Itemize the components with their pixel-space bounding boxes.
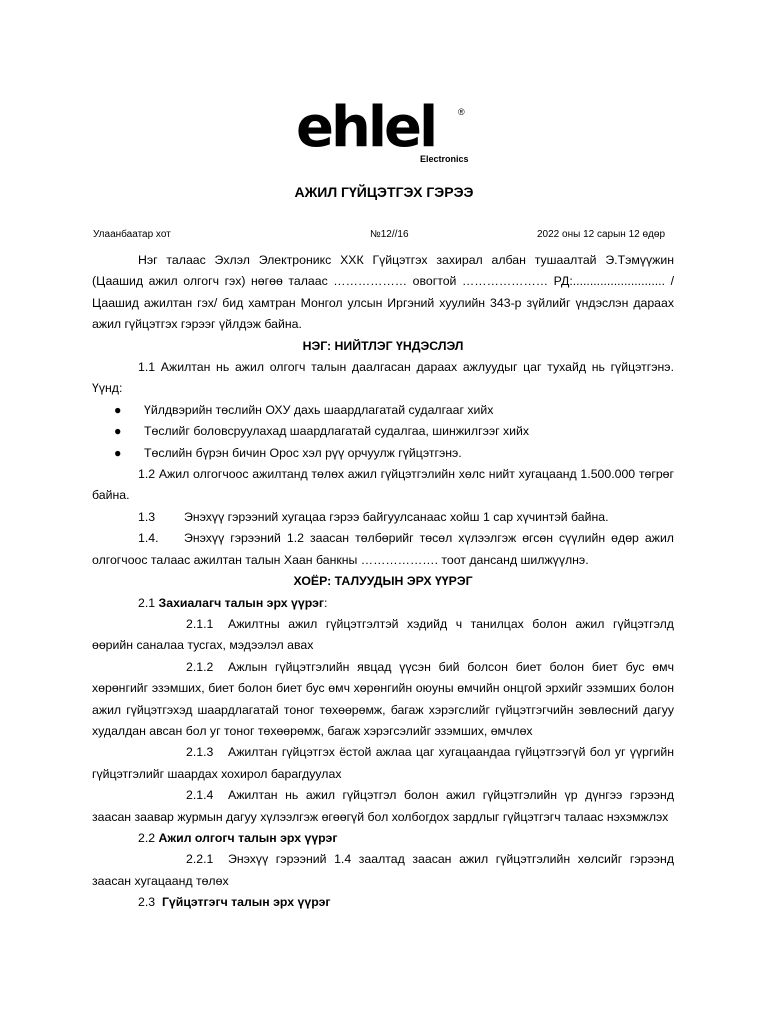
contract-date: 2022 оны 12 сарын 12 өдөр (537, 229, 666, 240)
clause-text: Энэхүү гэрээний 1.4 заалтад заасан ажил гүйцэтгэлийн хөлсийг гэрээнд заасан хугацаанд төлөх (92, 852, 674, 888)
clause-text: Энэхүү гэрээний 1.2 заасан төлбөрийг төсөл хүлээлгэж өгсөн сүүлийн өдөр ажил олгогчоос талаас ажилтан талын Хаан банкны ………………. тоот дансанд шилжүүлнэ. (92, 531, 674, 567)
clause-number: 2.1.2 (186, 659, 214, 674)
clause-1-2: 1.2 Ажил олгогчоос ажилтанд төлөх ажил гүйцэтгэлийн хөлс нийт хугацаанд 1.500.000 төгрөг байна. (92, 467, 674, 503)
heading-colon: : (324, 595, 328, 610)
bullet-item (92, 421, 674, 442)
contract-number: №12//16 (370, 229, 409, 240)
clause-number: 2.2.1 (186, 852, 214, 867)
clause-2-1-heading (92, 593, 674, 614)
clause-text: Ажилтны ажил гүйцэтгэлтэй хэдийд ч танилцах болон ажил гүйцэтгэлд өөрийн саналаа тусгах, мэдээлэл авах (92, 616, 674, 653)
logo-wordmark: ehlel (296, 95, 436, 160)
registered-mark: ® (458, 107, 465, 117)
clause-1-4 (92, 528, 674, 571)
clause-number: 2.1.3 (186, 745, 214, 760)
clause-text: Ажилтан нь ажил гүйцэтгэл болон ажил гүйцэтгэлийн үр дүнгээ гэрээнд заасан заавар журмын дагуу хүлээлгэж өгөөгүй бол холбогдох зардлыг гүйцэтгэгч талаас нэхэмжлэх (92, 788, 674, 824)
clause-1-3 (92, 507, 674, 528)
clause-heading-text: Захиалагч талын эрх үүрэг (158, 595, 324, 610)
section-2-heading: ХОЁР: ТАЛУУДЫН ЭРХ ҮҮРЭГ (293, 574, 473, 589)
document-title: АЖИЛ ГҮЙЦЭТГЭХ ГЭРЭЭ (294, 184, 474, 200)
section-1-heading: НЭГ: НИЙТЛЭГ ҮНДЭСЛЭЛ (302, 338, 464, 353)
bullet-icon: ● (114, 424, 122, 439)
clause-number: 1.3 (138, 509, 156, 524)
clause-2-1-1 (92, 614, 674, 657)
clause-2-1-2 (92, 657, 674, 743)
clause-number: 2.1 (138, 595, 156, 610)
clause-text: Ажилтан гүйцэтгэх ёстой ажлаа цаг хугацаандаа гүйцэтгээгүй бол уг үүргийн гүйцэтгэлийг шаардах хохирол барагдуулах (92, 745, 674, 781)
intro-paragraph: Нэг талаас Эхлэл Электроникс ХХК Гүйцэтгэх захирал албан тушаалтай Э.Тэмүүжин (Цаашид ажил олгогч гэх) нөгөө талаас ……………… овогтой ………………… РД:........................... /Цаашид ажилтан гэх/ бид хамтран Монгол улсын Иргэний хуулийн 343-р зүйлийг үндэслэн дараах ажил гүйцэтгэх гэрээг үйлдэж байна. (92, 253, 674, 332)
bullet-icon: ● (114, 402, 122, 417)
clause-number: 2.1.4 (186, 788, 214, 803)
bullet-text: Төслийн бүрэн бичин Орос хэл рүү орчуулж гүйцэтгэнэ. (144, 445, 462, 460)
logo-subtitle: Electronics (420, 154, 469, 164)
bullet-text: Төслийг боловсруулахад шаардлагатай судалгаа, шинжилгээг хийх (144, 424, 530, 439)
clause-text: Ажлын гүйцэтгэлийн явцад үүсэн бий болсон биет болон биет бус өмч хөрөнгийг эзэмших, биет болон биет бус өмч хөрөнгийн оюуны өмчийн онцгой эрхийг эзэмших болон ажил гүйцэтгэхэд шаардлагатай тоног төхөөрөмж, багаж хэрэгслийг гүйцэтгэгчийн зөвлөсний дагуу худалдан авсан бол уг тоног төхөөрөмж, багаж хэрэгсэлийг эзэмших, өмчлөх (92, 659, 674, 738)
clause-2-1-4 (92, 785, 674, 828)
bullet-item (92, 443, 674, 464)
clause-2-2-heading (92, 828, 674, 849)
city-label: Улаанбаатар хот (93, 229, 171, 240)
bullet-icon: ● (114, 445, 122, 460)
bullet-item (92, 400, 674, 421)
clause-2-3-heading (92, 892, 674, 913)
clause-2-1-3 (92, 742, 674, 785)
ehlel-logo (296, 95, 472, 164)
clause-1-1: 1.1 Ажилтан нь ажил олгогч талын даалгасан дараах ажлуудыг цаг тухайд нь гүйцэтгэнэ. Үүнд: (92, 360, 674, 396)
clause-2-2-1 (92, 849, 674, 892)
contract-body (92, 250, 674, 914)
clause-heading-text: Ажил олгогч талын эрх үүрэг (158, 830, 338, 845)
clause-number: 1.4. (138, 531, 159, 546)
clause-number: 2.1.1 (186, 616, 214, 631)
clause-number: 2.2 (138, 830, 156, 845)
clause-text: Энэхүү гэрээний хугацаа гэрээ байгуулсанаас хойш 1 сар хүчинтэй байна. (184, 509, 609, 524)
bullet-text: Үйлдвэрийн төслийн ОХУ дахь шаардлагатай судалгааг хийх (144, 402, 494, 417)
clause-heading-text: Гүйцэтгэгч талын эрх үүрэг (161, 895, 331, 910)
clause-number: 2.3 (138, 895, 156, 910)
